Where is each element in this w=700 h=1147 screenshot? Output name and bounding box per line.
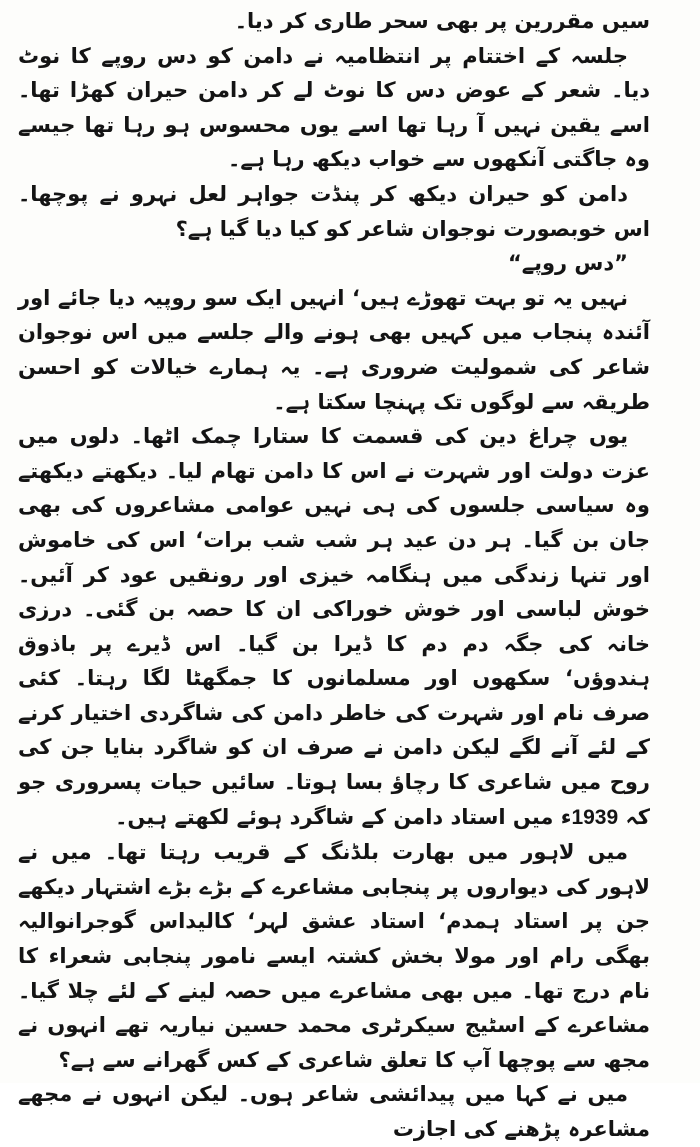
- paragraph-6: [18, 419, 650, 835]
- paragraph-8: میں نے کہا میں پیدائشی شاعر ہوں۔ لیکن انہوں نے مجھے مشاعرہ پڑھنے کی اجازت: [18, 1082, 650, 1141]
- paragraph-6-ending: ء میں استاد دامن کے شاگرد ہوئے لکھتے ہیں۔: [115, 804, 572, 829]
- year-number: 1939: [571, 805, 619, 829]
- urdu-text-body: [18, 4, 650, 1147]
- paragraph-1: سیں مقررین پر بھی سحر طاری کر دیا۔: [234, 9, 650, 33]
- paragraph-3: دامن کو حیران دیکھ کر پنڈت جواہر لعل نہرو نے پوچھا۔ اس خوبصورت نوجوان شاعر کو کیا دیا گیا ہے؟: [18, 181, 650, 241]
- paragraph-6-text: یوں چراغ دین کی قسمت کا ستارا چمک اٹھا۔ دلوں میں عزت دولت اور شہرت نے اس کا دامن تھام لیا۔ دیکھتے دیکھتے وہ سیاسی جلسوں کی ہی نہیں عوامی مشاعروں کی بھی جان بن گیا۔ ہر دن عید ہر شب شب برات‘ اس کی خاموش اور تنہا زندگی میں ہنگامہ خیزی اور رونقیں عود کر آئیں۔ خوش لباسی اور خوش خوراکی ان کا حصہ بن گئی۔ درزی خانہ کی جگہ دم دم کا ڈیرا بن گیا۔ اس ڈیرے پر باذوق ہندوؤں‘ سکھوں اور مسلمانوں کا جمگھٹا لگا رہتا۔ کئی صرف نام اور شہرت کی خاطر دامن کی شاگردی اختیار کرنے کے لئے آنے لگے لیکن دامن نے صرف ان کو شاگرد بنایا جن کی روح میں شاعری کا رچاؤ بسا ہوتا۔ سائیں حیات پسروری جو کہ: [18, 424, 650, 829]
- paragraph-2: جلسہ کے اختتام پر انتظامیہ نے دامن کو دس روپے کا نوٹ دیا۔ شعر کے عوض دس کا نوٹ لے کر دامن حیران کھڑا تھا۔ اسے یقین نہیں آ رہا تھا اسے یوں محسوس ہو رہا تھا جیسے وہ جاگتی آنکھوں سے خواب دیکھ رہا ہے۔: [18, 43, 650, 172]
- paragraph-7: میں لاہور میں بھارت بلڈنگ کے قریب رہتا تھا۔ میں نے لاہور کی دیواروں پر پنجابی مشاعرے کے بڑے بڑے اشتہار دیکھے جن پر استاد ہمدم‘ استاد عشق لہر‘ کالیداس گوجرانوالیہ بھگی رام اور مولا بخش کشتہ ایسے نامور پنجابی شعراء کا نام درج تھا۔ میں بھی مشاعرے میں حصہ لینے کے لئے چلا گیا۔ مشاعرے کے اسٹیج سیکرٹری محمد حسین نیاریہ تھے انہوں نے مجھ سے پوچھا آپ کا تعلق شاعری کے کس گھرانے سے ہے؟: [18, 840, 650, 1072]
- paragraph-5: نہیں یہ تو بہت تھوڑے ہیں‘ انہیں ایک سو روپیہ دیا جائے اور آئندہ پنجاب میں کہیں بھی ہونے والے جلسے میں اس نوجوان شاعر کی شمولیت ضروری ہے۔ یہ ہمارے خیالات کو احسن طریقہ سے لوگوں تک پہنچا سکتا ہے۔: [18, 285, 650, 414]
- paragraph-4-quote: ”دس روپے“: [507, 251, 628, 276]
